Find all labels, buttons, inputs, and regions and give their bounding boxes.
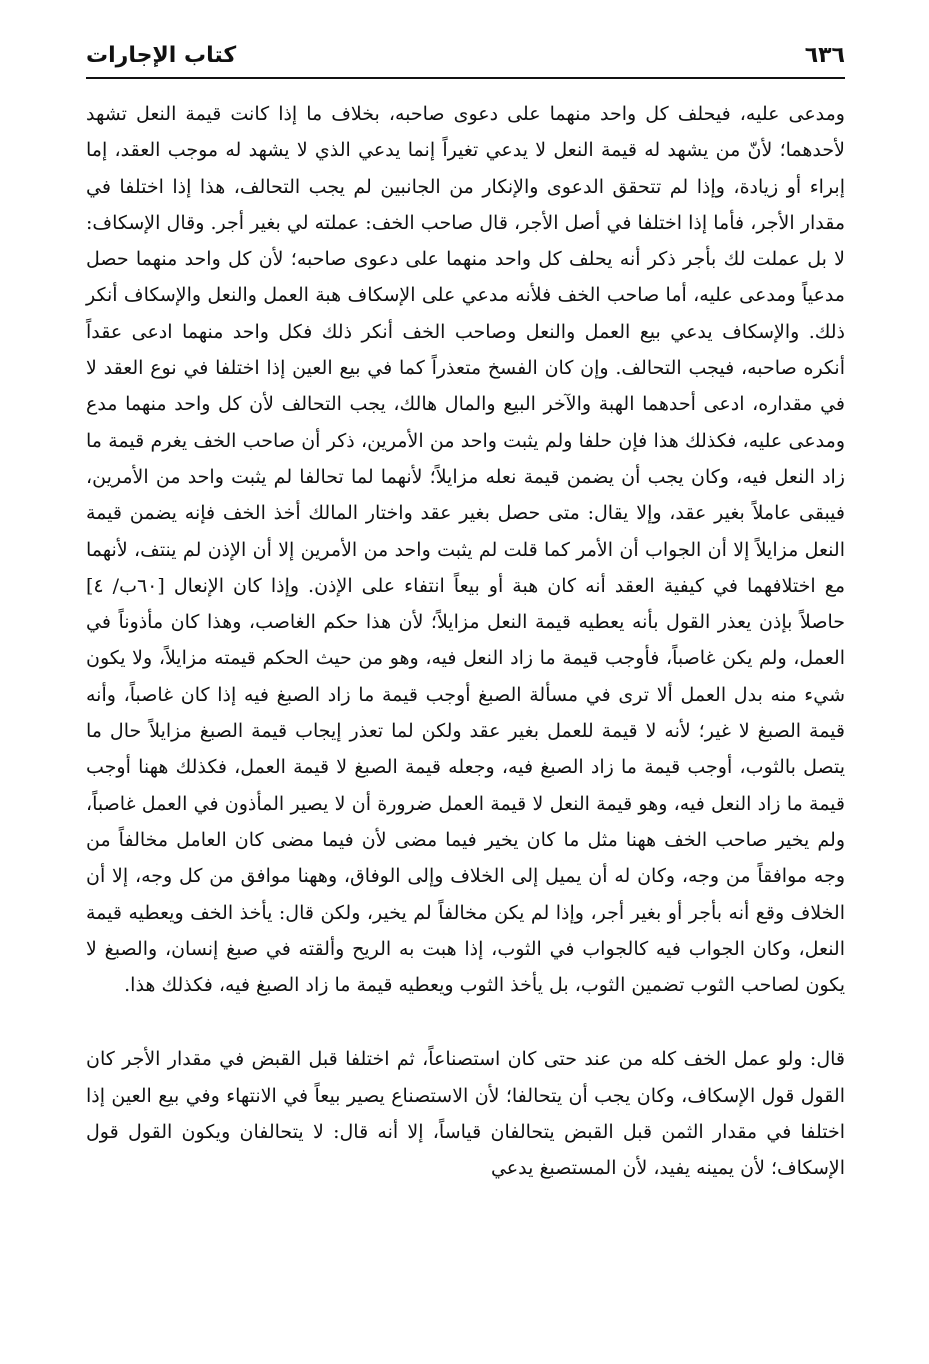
body-text — [86, 96, 845, 1187]
chapter-title: كتاب الإجارات — [86, 43, 237, 68]
paragraph-2: قال: ولو عمل الخف كله من عند حتى كان استصناعاً، ثم اختلفا قبل القبض في مقدار الأجر كان القول قول الإسكاف، وكان يجب أن يتحالفا؛ لأن الاستصناع يصير بيعاً في الانتهاء وفي بيع العين إذا اختلفا في مقدار الثمن قبل القبض يتحالفان قياساً، إلا أنه قال: لا يتحالفان ويكون القول قول الإسكاف؛ لأن يمينه يفيد، لأن المستصبغ يدعي — [86, 1048, 845, 1180]
paragraph-1: ومدعى عليه، فيحلف كل واحد منهما على دعوى صاحبه، بخلاف ما إذا كانت قيمة النعل تشهد لأحدهما؛ لأنّ من يشهد له قيمة النعل لا يدعي تغيراً إنما يدعي الذي لا يشهد له موجب العقد، إما إبراء أو زيادة، وإذا لم تتحقق الدعوى والإنكار من الجانبين لم يجب التحالف، هذا إذا اختلفا في مقدار الأجر، فأما إذا اختلفا في أصل الأجر، قال صاحب الخف: عملته لي بغير أجر. وقال الإسكاف: لا بل عملت لك بأجر ذكر أنه يحلف كل واحد منهما على دعوى صاحبه؛ لأن كل واحد منهما حصل مدعياً ومدعى عليه، أما صاحب الخف فلأنه مدعي على الإسكاف هبة العمل والنعل والإسكاف أنكر ذلك. والإسكاف يدعي بيع العمل والنعل وصاحب الخف أنكر ذلك فكل واحد منهما ادعى عقداً أنكره صاحبه، فيجب التحالف. وإن كان الفسخ متعذراً كما في بيع العين إذا اختلفا في نوع العقد لا في مقداره، ادعى أحدهما الهبة والآخر البيع والمال هالك، يجب التحالف لأن كل واحد منهما مدع ومدعى عليه، فكذلك هذا فإن حلفا ولم يثبت واحد من الأمرين، ذكر أن صاحب الخف يغرم قيمة ما زاد النعل فيه، وكان يجب أن يضمن قيمة نعله مزايلاً؛ لأنهما لما تحالفا لم يثبت واحد من الأمرين، فيبقى عاملاً بغير عقد، وإلا يقال: متى حصل بغير عقد واختار المالك أخذ الخف فإنه يضمن قيمة النعل مزايلاً إلا أن الجواب أن الأمر كما قلت لم يثبت واحد من الأمرين إلا أن الإذن لم ينتف، لأنهما مع اختلافهما في كيفية العقد أنه كان هبة أو بيعاً انتفاء على الإذن. وإذا كان الإنعال [٦٠ب/ ٤] حاصلاً بإذن يعذر القول بأنه يعطيه قيمة النعل مزايلاً؛ لأن هذا حكم الغاصب، وهذا كان مأذوناً في العمل، ولم يكن غاصباً، فأوجب قيمة ما زاد النعل فيه، وهو من حيث الحكم قيمته مزايلاً، ولا يكون شيء منه بدل العمل ألا ترى في مسألة الصبغ أوجب قيمة ما زاد الصبغ فيه إذا كان غاصباً، وأنه قيمة الصبغ لا غير؛ لأنه لا قيمة للعمل بغير عقد ولكن لما تعذر إيجاب قيمة الصبغ مزايلاً حال ما يتصل بالثوب، أوجب قيمة ما زاد الصبغ فيه، وجعله قيمة الصبغ لا قيمة العمل، فكذلك ههنا أوجب قيمة ما زاد النعل فيه، وهو قيمة النعل لا قيمة العمل ضرورة أن لا يصير المأذون في العمل غاصباً، ولم يخير صاحب الخف ههنا مثل ما كان يخير فيما مضى لأن فيما مضى كان العامل مخالفاً من وجه موافقاً من وجه، وكان له أن يميل إلى الخلاف وإلى الوفاق، وههنا موافق من كل وجه، إلا أن الخلاف وقع أنه بأجر أو بغير أجر، وإذا لم يكن مخالفاً لم يخير، ولكن قال: يأخذ الخف ويعطيه قيمة النعل، وكان الجواب فيه كالجواب في الثوب، إذا هبت به الريح وألقته في صبغ إنسان، والصبغ لا يكون لصاحب الثوب تضمين الثوب، بل يأخذ الثوب ويعطيه قيمة ما زاد الصبغ فيه، فكذلك هذا. — [86, 103, 846, 997]
page-number: ٦٣٦ — [804, 43, 845, 68]
paragraph-spacer — [86, 1003, 845, 1041]
page-header — [86, 34, 845, 68]
header-divider — [86, 77, 845, 79]
